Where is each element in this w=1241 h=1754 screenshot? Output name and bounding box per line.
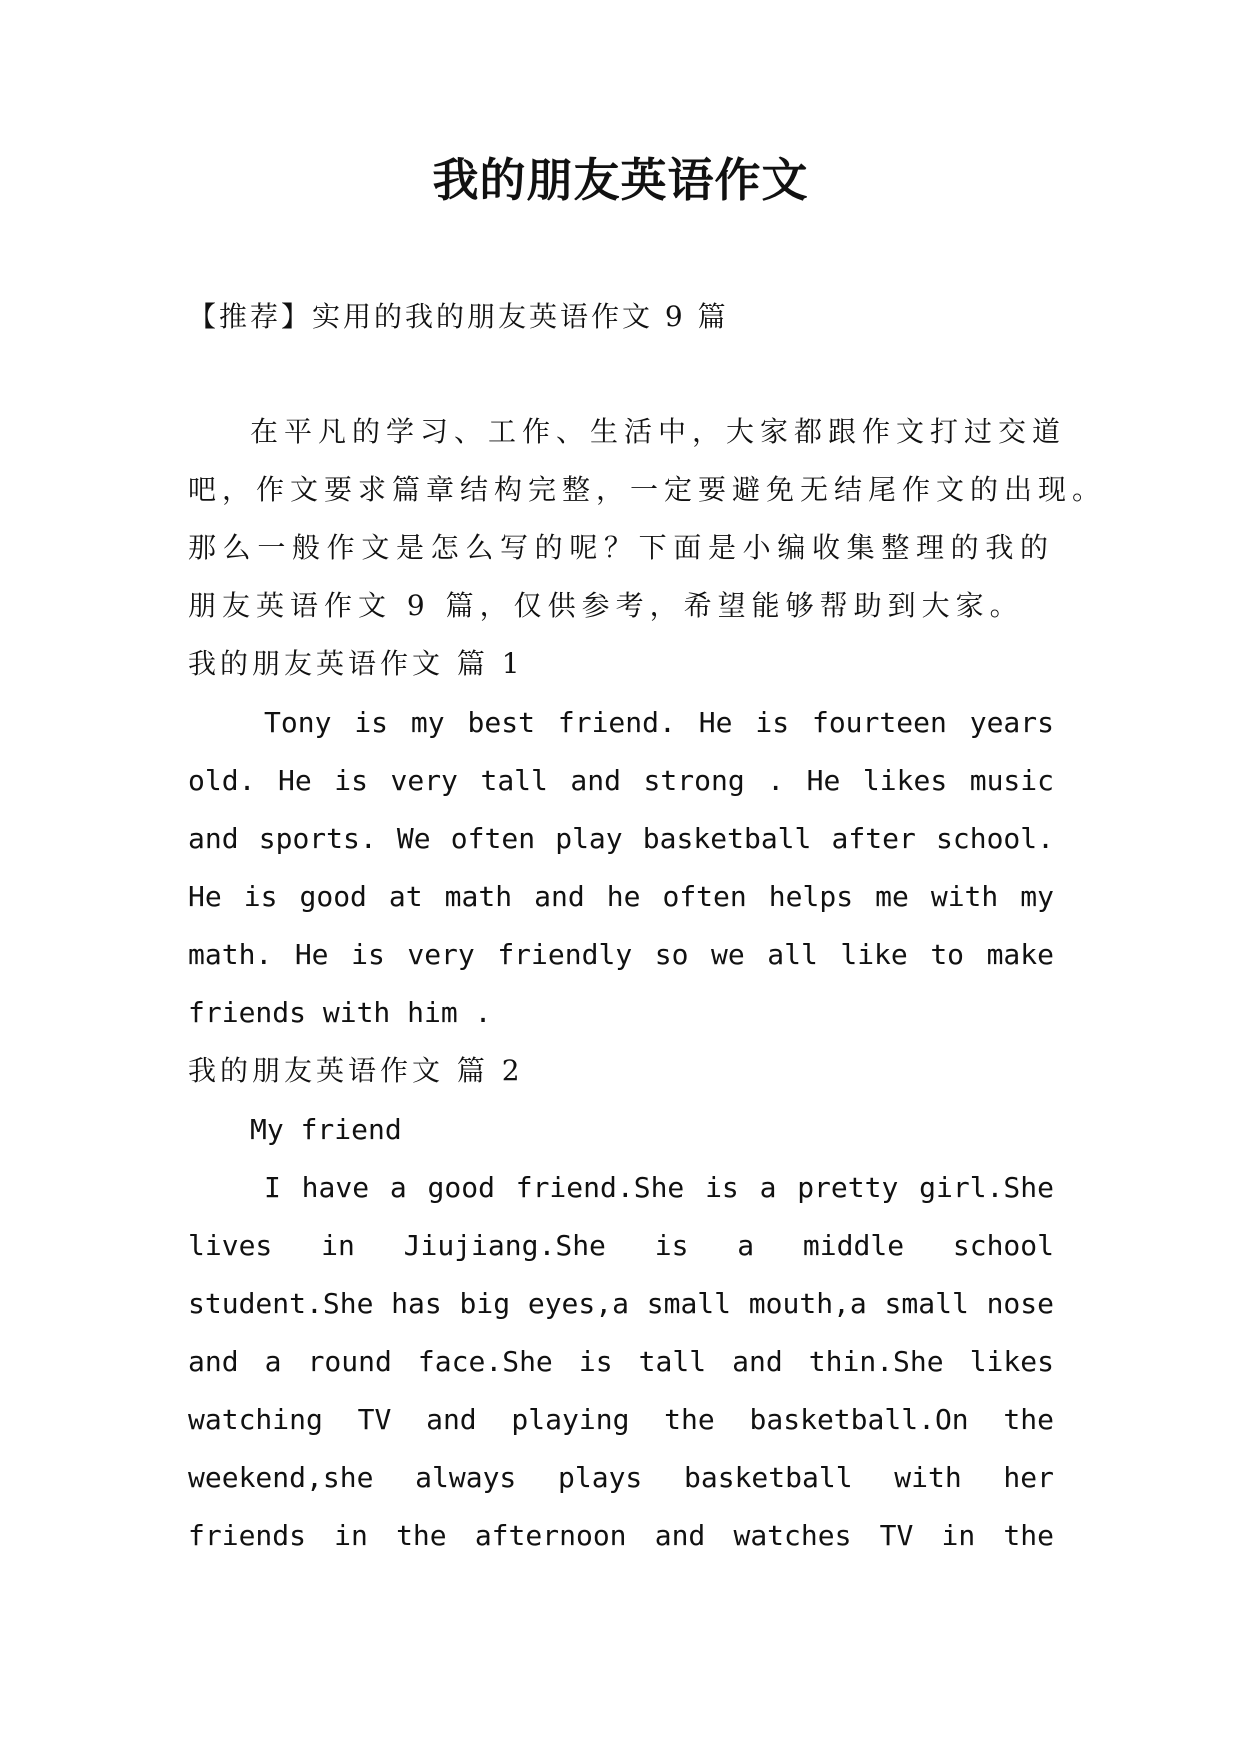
paragraph-line: friends in the afternoon and watches TV in the	[188, 1519, 1054, 1552]
paragraph-line: He is good at math and he often helps me with my	[188, 880, 1054, 913]
section-heading: 我的朋友英语作文 篇 2	[188, 1054, 524, 1087]
intro-line: 朋友英语作文 9 篇，仅供参考，希望能够帮助到大家。	[188, 589, 1024, 622]
document-title: 我的朋友英语作文	[432, 153, 809, 207]
paragraph-line: Tony is my best friend. He is fourteen years	[264, 706, 1054, 739]
paragraph-line: lives in Jiujiang.She is a middle school	[188, 1229, 1054, 1262]
paragraph-line: and sports. We often play basketball after school.	[188, 822, 1054, 855]
paragraph-line: weekend,she always plays basketball with her	[188, 1461, 1054, 1494]
document-subtitle: 【推荐】实用的我的朋友英语作文 9 篇	[188, 300, 729, 333]
intro-line: 在平凡的学习、工作、生活中，大家都跟作文打过交道	[250, 415, 1067, 448]
paragraph-line: watching TV and playing the basketball.On the	[188, 1403, 1054, 1436]
paragraph-line: I have a good friend.She is a pretty girl.She	[264, 1171, 1054, 1204]
section-heading: 我的朋友英语作文 篇 1	[188, 647, 524, 680]
section-subheading: My friend	[250, 1113, 402, 1146]
intro-line: 吧，作文要求篇章结构完整，一定要避免无结尾作文的出现。	[188, 473, 1107, 506]
paragraph-line: math. He is very friendly so we all like to make	[188, 938, 1054, 971]
paragraph-line: and a round face.She is tall and thin.She likes	[188, 1345, 1054, 1378]
paragraph-line: friends with him .	[188, 996, 492, 1029]
paragraph-line: student.She has big eyes,a small mouth,a small nose	[188, 1287, 1054, 1320]
intro-line: 那么一般作文是怎么写的呢？下面是小编收集整理的我的	[188, 531, 1054, 564]
paragraph-line: old. He is very tall and strong . He likes music	[188, 764, 1054, 797]
